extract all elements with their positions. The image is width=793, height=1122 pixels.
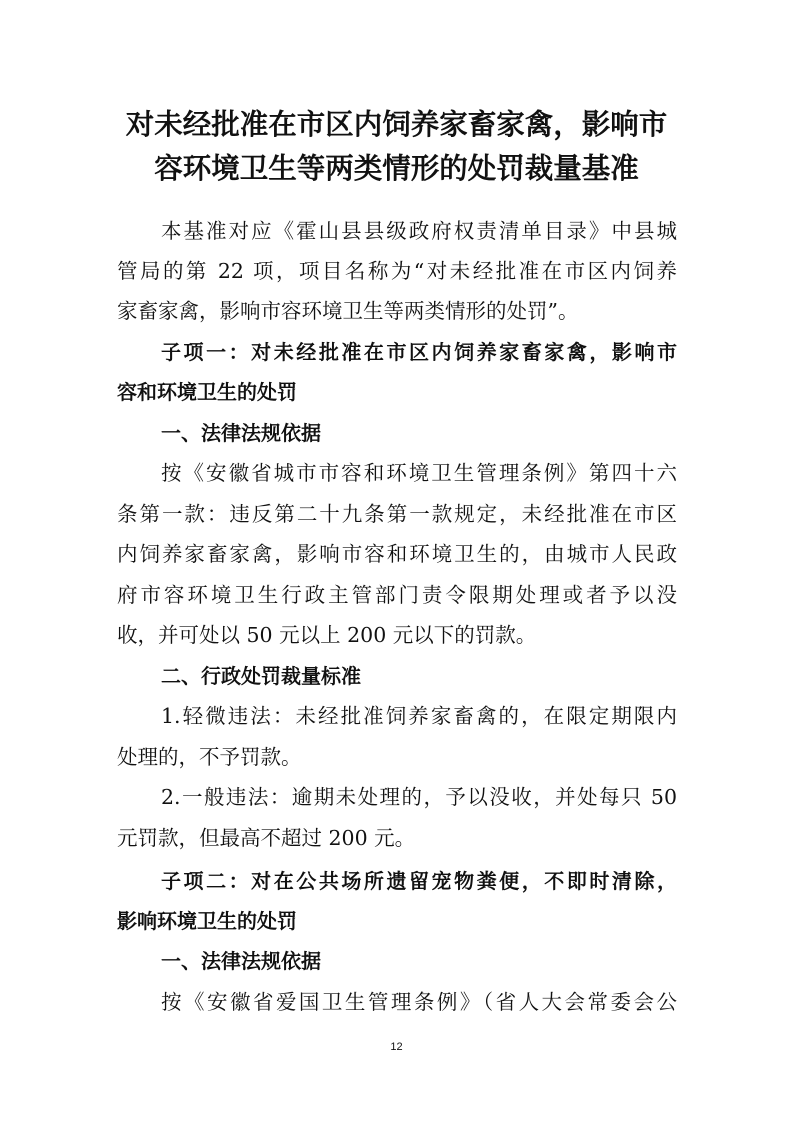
item1-standard-line: 元罚款，但最高不超过 200 元。 xyxy=(117,826,416,850)
item2-law-heading: 一、法律法规依据 xyxy=(161,949,321,973)
item1-standard-line: 处理的，不予罚款。 xyxy=(117,745,302,769)
item1-law-line: 按《安徽省城市市容和环境卫生管理条例》第四十六 xyxy=(161,461,677,485)
intro-paragraph-line: 管局的第 22 项，项目名称为“对未经批准在市区内饲养 xyxy=(117,259,677,283)
item1-law-heading: 一、法律法规依据 xyxy=(161,421,321,445)
item1-standard-line: 2.一般违法：逾期未处理的，予以没收，并处每只 50 xyxy=(161,785,677,809)
document-title-line-2: 容环境卫生等两类情形的处罚裁量基准 xyxy=(154,152,639,185)
intro-paragraph-line: 家畜家禽，影响市容环境卫生等两类情形的处罚”。 xyxy=(117,299,579,323)
item2-heading-line: 影响环境卫生的处罚 xyxy=(117,909,297,933)
item1-law-line: 条第一款：违反第二十九条第一款规定，未经批准在市区 xyxy=(117,502,677,526)
intro-paragraph-line: 本基准对应《霍山县县级政府权责清单目录》中县城 xyxy=(161,219,677,243)
item1-law-line: 府市容环境卫生行政主管部门责令限期处理或者予以没 xyxy=(117,583,677,607)
item1-law-line: 收，并可处以 50 元以上 200 元以下的罚款。 xyxy=(117,623,537,647)
item2-law-line: 按《安徽省爱国卫生管理条例》（省人大会常委会公 xyxy=(161,990,677,1014)
document-title-line-1: 对未经批准在市区内饲养家畜家禽，影响市 xyxy=(125,108,668,141)
item1-law-line: 内饲养家畜家禽，影响市容和环境卫生的，由城市人民政 xyxy=(117,542,677,566)
item2-heading-line: 子项二：对在公共场所遗留宠物粪便，不即时清除， xyxy=(161,869,677,893)
item1-heading-line: 子项一：对未经批准在市区内饲养家畜家禽，影响市 xyxy=(161,340,677,364)
item1-standard-heading: 二、行政处罚裁量标准 xyxy=(161,664,361,688)
item1-heading-line: 容和环境卫生的处罚 xyxy=(117,380,297,404)
page-number: 12 xyxy=(390,1041,403,1053)
item1-standard-line: 1.轻微违法：未经批准饲养家畜禽的，在限定期限内 xyxy=(161,704,677,728)
